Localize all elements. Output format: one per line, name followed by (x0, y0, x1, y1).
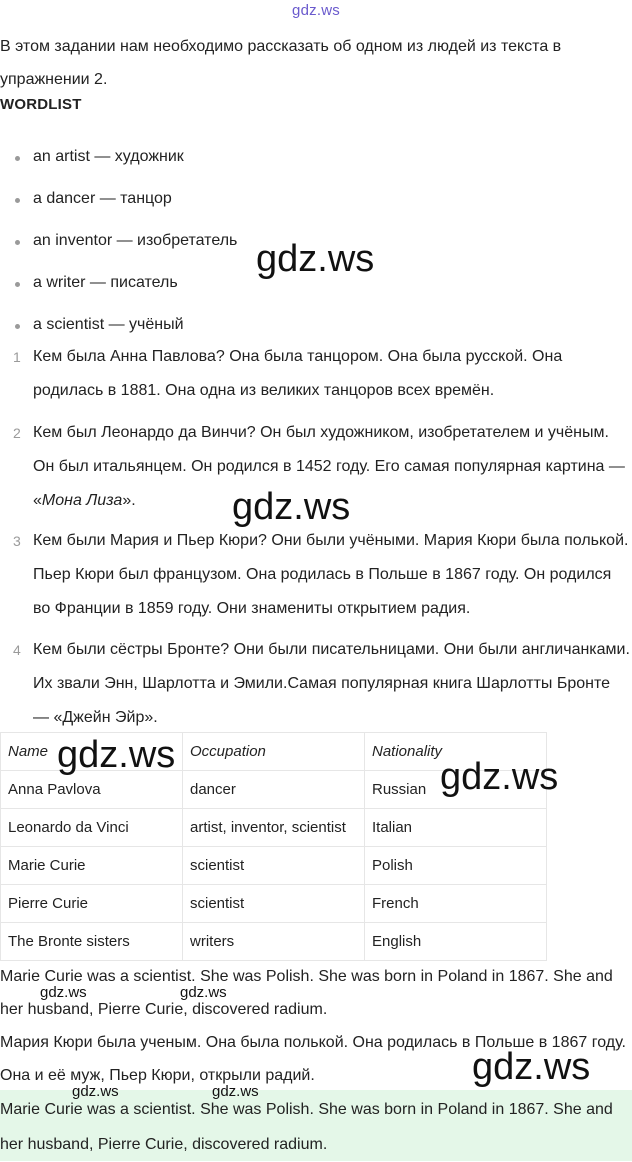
table-cell: scientist (183, 847, 365, 885)
table-row (1, 923, 547, 961)
answer-number: 3 (13, 533, 21, 549)
top-watermark: gdz.ws (292, 2, 340, 19)
answer-text: Кем был Леонардо да Винчи? Он был художником, изобретателем и учёным. Он был итальянцем. Он родился в 1452 году. Его самая популярная картина — «Мона Лиза». (33, 424, 625, 509)
wordlist (0, 140, 237, 350)
watermark: gdz.ws (440, 756, 559, 798)
list-item: a dancer — танцор (0, 182, 237, 224)
table-cell: English (365, 923, 547, 961)
answer-text: Кем были Мария и Пьер Кюри? Они были учёными. Мария Кюри была полькой. Пьер Кюри был французом. Она родилась в Польше в 1867 году. Он родился во Франции в 1859 году. Они знамениты открытием радия. (33, 532, 629, 617)
table-row (1, 885, 547, 923)
wordlist-title: WORDLIST (0, 96, 82, 113)
table-cell: Pierre Curie (1, 885, 183, 923)
column-header-occupation: Occupation (183, 733, 365, 771)
column-header-name: Name (1, 733, 183, 771)
highlighted-paragraph: Marie Curie was a scientist. She was Polish. She was born in Poland in 1867. She and her husband, Pierre Curie, discovered radium. (0, 1101, 613, 1153)
table-cell: The Bronte sisters (1, 923, 183, 961)
table-row (1, 809, 547, 847)
watermark: gdz.ws (212, 1083, 259, 1100)
answer-text: Кем была Анна Павлова? Она была танцором. Она была русской. Она родилась в 1881. Она одна из великих танцоров всех времён. (33, 348, 563, 399)
answer-text: Кем были сёстры Бронте? Они были писательницами. Они были англичанками. Их звали Энн, Шарлотта и Эмили.Самая популярная книга Шарлотты Бронте — «Джейн Эйр». (33, 641, 630, 726)
bullet-icon (15, 282, 20, 287)
watermark: gdz.ws (232, 486, 351, 528)
table-cell: Marie Curie (1, 847, 183, 885)
bullet-icon (15, 324, 20, 329)
watermark: gdz.ws (256, 238, 375, 280)
table-cell: French (365, 885, 547, 923)
bullet-icon (15, 198, 20, 203)
table-cell: writers (183, 923, 365, 961)
list-item: an inventor — изобретатель (0, 224, 237, 266)
answer-number: 2 (13, 425, 21, 441)
table-cell: Italian (365, 809, 547, 847)
table-cell: dancer (183, 771, 365, 809)
bullet-icon (15, 156, 20, 161)
list-item: a scientist — учёный (0, 308, 237, 350)
table-row (1, 847, 547, 885)
list-item: an artist — художник (0, 140, 237, 182)
english-paragraph: Marie Curie was a scientist. She was Polish. She was born in Poland in 1867. She and her husband, Pierre Curie, discovered radium. (0, 968, 613, 1018)
intro-text: В этом задании нам необходимо рассказать об одном из людей из текста в упражнении 2. (0, 38, 562, 88)
bullet-icon (15, 240, 20, 245)
answer-number: 1 (13, 349, 21, 365)
list-item: a writer — писатель (0, 266, 237, 308)
table-cell: scientist (183, 885, 365, 923)
watermark: gdz.ws (40, 984, 87, 1001)
russian-paragraph: Мария Кюри была ученым. Она была полькой. Она родилась в Польше в 1867 году. Она и её муж, Пьер Кюри, открыли радий. (0, 1034, 626, 1084)
watermark: gdz.ws (180, 984, 227, 1001)
table-cell: artist, inventor, scientist (183, 809, 365, 847)
table-cell: Anna Pavlova (1, 771, 183, 809)
answer-number: 4 (13, 642, 21, 658)
painting-title: Мона Лиза (41, 492, 123, 509)
watermark: gdz.ws (57, 734, 176, 776)
watermark: gdz.ws (72, 1083, 119, 1100)
table-cell: Russian (365, 771, 547, 809)
column-header-nationality: Nationality (365, 733, 547, 771)
watermark: gdz.ws (472, 1046, 591, 1088)
table-cell: Polish (365, 847, 547, 885)
table-cell: Leonardo da Vinci (1, 809, 183, 847)
